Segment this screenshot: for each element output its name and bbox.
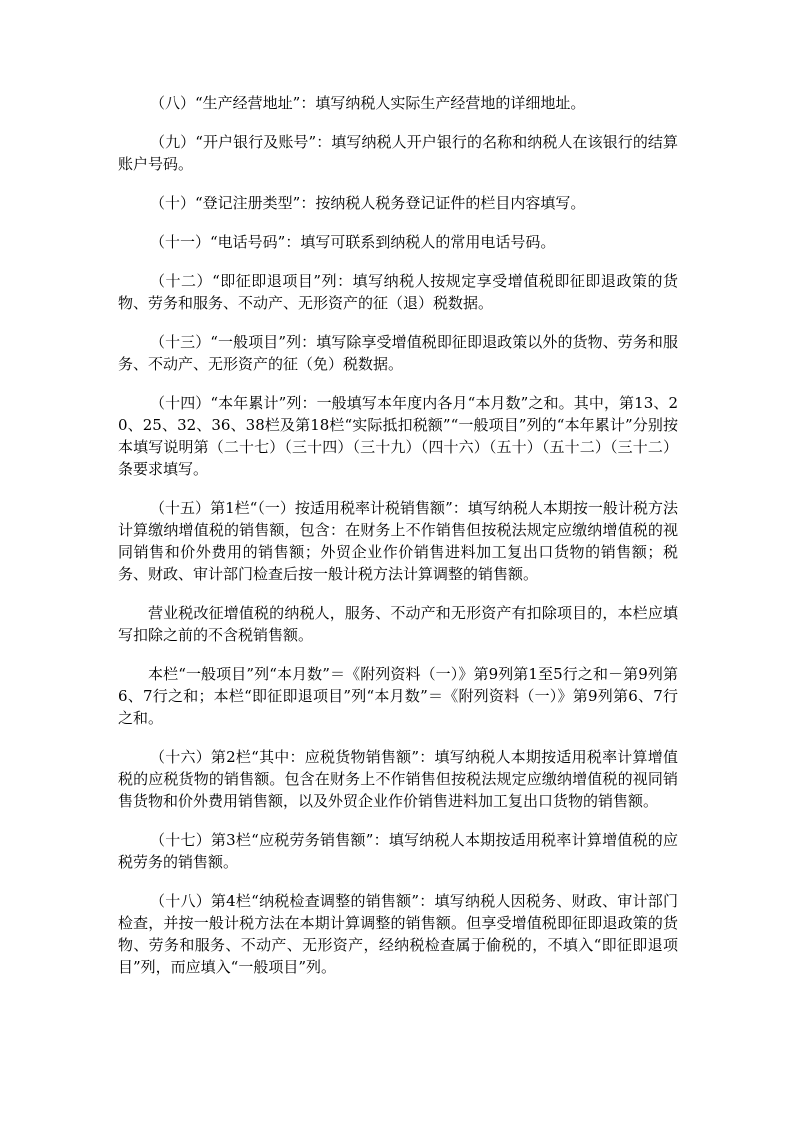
paragraph-11-phone-number: （十一）“电话号码”：填写可联系到纳税人的常用电话号码。 xyxy=(150,233,556,251)
paragraph-9-bank-account: （九）“开户银行及账号”：填写纳税人开户银行的名称和纳税人在该银行的结算账户号码。 xyxy=(118,133,678,173)
paragraph-10-registration-type: （十）“登记注册类型”：按纳税人税务登记证件的栏目内容填写。 xyxy=(150,194,586,212)
paragraph-8-business-address: （八）“生产经营地址”：填写纳税人实际生产经营地的详细地址。 xyxy=(150,94,586,112)
paragraph-12-immediate-refund-items: （十二）“即征即退项目”列：填写纳税人按规定享受增值税即征即退政策的货物、劳务和服务、不动产、无形资产的征（退）税数据。 xyxy=(118,272,678,312)
paragraph-line-1-formula: 本栏“一般项目”列“本月数”＝《附列资料（一）》第9列第1至5行之和－第9列第6、7行之和；本栏“即征即退项目”列“本月数”＝《附列资料（一）》第9列第6、7行之和。 xyxy=(118,665,678,727)
paragraph-14-annual-cumulative: （十四）“本年累计”列：一般填写本年度内各月“本月数”之和。其中，第13、20、25、32、36、38栏及第18栏“实际抵扣税额”“一般项目”列的“本年累计”分别按本填写说明第（二十七）（三十四）（三十九）（四十六）（五十）（五十二）（三十二）条要求填写。 xyxy=(118,394,678,478)
paragraph-18-line-4-inspection-adjustment: （十八）第4栏“纳税检查调整的销售额”：填写纳税人因税务、财政、审计部门检查，并按一般计税方法在本期计算调整的销售额。但享受增值税即征即退政策的货物、劳务和服务、不动产、无形资产，经纳税检查属于偷税的，不填入“即征即退项目”列，而应填入“一般项目”列。 xyxy=(118,892,678,976)
paragraph-15-line-1-sales: （十五）第1栏“（一）按适用税率计税销售额”：填写纳税人本期按一般计税方法计算缴纳增值税的销售额，包含：在财务上不作销售但按税法规定应缴纳增值税的视同销售和价外费用的销售额；外贸企业作价销售进料加工复出口货物的销售额；税务、财政、审计部门检查后按一般计税方法计算调整的销售额。 xyxy=(118,499,678,583)
paragraph-17-line-3-labor-sales: （十七）第3栏“应税劳务销售额”：填写纳税人本期按适用税率计算增值税的应税劳务的销售额。 xyxy=(118,831,678,871)
paragraph-vat-reform-note: 营业税改征增值税的纳税人，服务、不动产和无形资产有扣除项目的，本栏应填写扣除之前的不含税销售额。 xyxy=(118,604,678,644)
document-body xyxy=(118,92,678,995)
paragraph-16-line-2-goods-sales: （十六）第2栏“其中：应税货物销售额”：填写纳税人本期按适用税率计算增值税的应税货物的销售额。包含在财务上不作销售但按税法规定应缴纳增值税的视同销售货物和价外费用销售额，以及外贸企业作价销售进料加工复出口货物的销售额。 xyxy=(118,748,678,810)
paragraph-13-general-items: （十三）“一般项目”列：填写除享受增值税即征即退政策以外的货物、劳务和服务、不动产、无形资产的征（免）税数据。 xyxy=(118,333,678,373)
